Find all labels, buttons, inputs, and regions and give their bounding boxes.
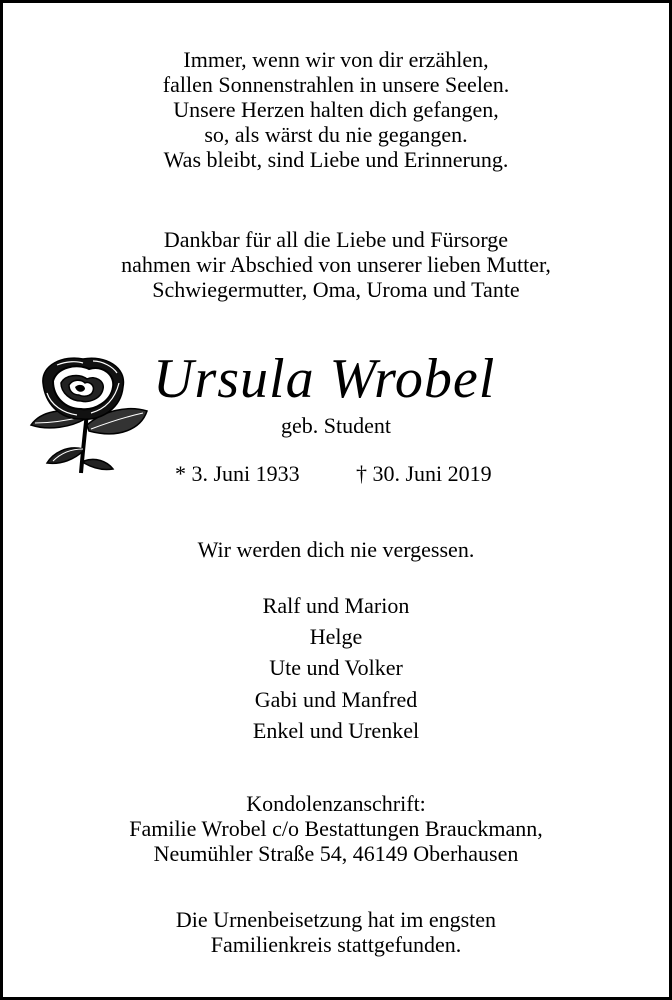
poem-line: so, als wärst du nie gegangen. <box>204 122 468 147</box>
urn-line: Die Urnenbeisetzung hat im engsten <box>175 907 497 932</box>
maiden-name <box>3 413 669 438</box>
mourner: Helge <box>309 624 363 650</box>
intro-line: Schwiegermutter, Oma, Uroma und Tante <box>152 277 520 302</box>
intro-line: nahmen wir Abschied von unserer lieben Mutter, <box>121 252 551 277</box>
condolence-line: Familie Wrobel c/o Bestattungen Brauckmann, <box>129 816 543 841</box>
deceased-name <box>3 347 669 411</box>
condolence-line: Neumühler Straße 54, 46149 Oberhausen <box>153 841 519 866</box>
mourner: Ralf und Marion <box>262 593 410 618</box>
mourners-list <box>3 590 669 746</box>
deceased-name-text: Ursula Wrobel <box>153 348 496 410</box>
urn-line: Familienkreis stattgefunden. <box>210 932 462 957</box>
motto-text: Wir werden dich nie vergessen. <box>197 537 475 562</box>
life-dates <box>3 461 669 489</box>
death-date: † 30. Juni 2019 <box>356 461 492 486</box>
mourner: Gabi und Manfred <box>254 686 418 712</box>
intro-text <box>3 227 669 302</box>
maiden-name-text: geb. Student <box>281 413 391 438</box>
poem-line: Immer, wenn wir von dir erzählen, <box>183 47 489 72</box>
poem <box>3 47 669 172</box>
mourner: Ute und Volker <box>269 655 403 681</box>
poem-line: Unsere Herzen halten dich gefangen, <box>173 97 499 122</box>
mourner: Enkel und Urenkel <box>252 717 420 743</box>
urn-burial-note <box>3 907 669 957</box>
birth-date: * 3. Juni 1933 <box>175 461 300 486</box>
poem-line: fallen Sonnenstrahlen in unsere Seelen. <box>162 72 510 97</box>
condolence-address <box>3 791 669 866</box>
poem-line: Was bleibt, sind Liebe und Erinnerung. <box>163 147 509 172</box>
motto <box>3 537 669 562</box>
condolence-line: Kondolenzanschrift: <box>246 791 426 816</box>
intro-line: Dankbar für all die Liebe und Fürsorge <box>163 227 509 252</box>
